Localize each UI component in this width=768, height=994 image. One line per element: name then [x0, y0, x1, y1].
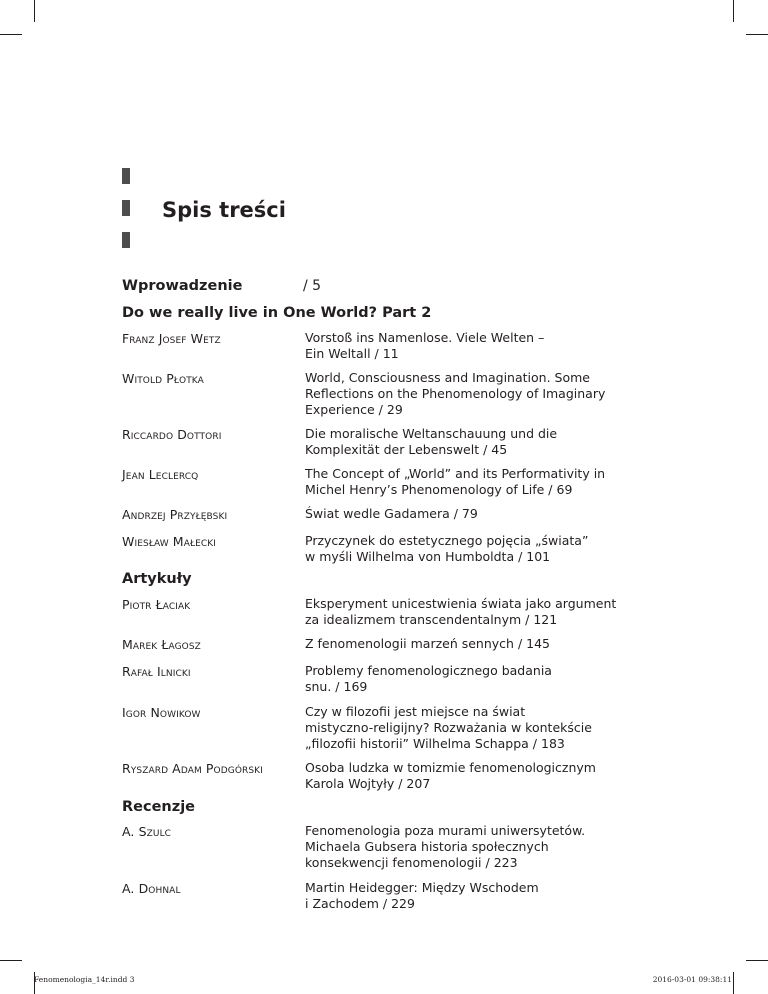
decorative-bar: [122, 168, 130, 184]
crop-mark: [733, 972, 734, 994]
toc-entry: Przyczynek do estetycznego pojęcia „świata” w myśli Wilhelma von Humboldta / 101: [305, 533, 589, 564]
author-name: Ryszard Adam Podgórski: [122, 761, 263, 776]
print-slug-timestamp: 2016-03-01 09:38:11: [652, 975, 732, 984]
toc-entry: Problemy fenomenologicznego badania snu. / 169: [305, 663, 552, 694]
toc-entry: World, Consciousness and Imagination. Some Reflections on the Phenomenology of Imaginary Experience / 29: [305, 370, 606, 417]
toc-entry: Martin Heidegger: Między Wschodem i Zachodem / 229: [305, 880, 539, 911]
toc-entry: Vorstoß ins Namenlose. Viele Welten – Ein Weltall / 11: [305, 330, 545, 361]
toc-entry: Z fenomenologii marzeń sennych / 145: [305, 636, 550, 651]
decorative-bar: [122, 200, 130, 216]
author-name: Marek Łagosz: [122, 637, 201, 652]
author-name: Wiesław Małecki: [122, 534, 217, 549]
print-slug-file: Fenomenologia_14r.indd 3: [34, 975, 135, 984]
toc-entry: Fenomenologia poza murami uniwersytetów. Michaela Gubsera historia społecznych konsekwencji fenomenologii / 223: [305, 823, 586, 870]
section-heading: Do we really live in One World? Part 2: [122, 305, 432, 321]
author-name: Andrzej Przyłębski: [122, 507, 228, 522]
section-heading: Artykuły: [122, 571, 192, 587]
toc-entry: Czy w filozofii jest miejsce na świat mistyczno-religijny? Rozważania w kontekście „filozofii historii” Wilhelma Schappa / 183: [305, 704, 592, 751]
author-name: A. Dohnal: [122, 881, 181, 896]
crop-mark: [0, 960, 22, 961]
author-name: Rafał Ilnicki: [122, 664, 191, 679]
author-name: Piotr Łaciak: [122, 597, 191, 612]
crop-mark: [0, 34, 22, 35]
toc-entry: The Concept of „World” and its Performativity in Michel Henry’s Phenomenology of Life / 69: [305, 466, 606, 497]
toc-entry: Die moralische Weltanschauung und die Komplexität der Lebenswelt / 45: [305, 426, 558, 457]
toc-entry: Osoba ludzka w tomizmie fenomenologicznym Karola Wojtyły / 207: [305, 760, 596, 791]
intro-page-number: / 5: [303, 278, 322, 294]
author-name: A. Szulc: [122, 824, 172, 839]
author-name: Igor Nowikow: [122, 705, 201, 720]
crop-mark: [746, 34, 768, 35]
intro-label: Wprowadzenie: [122, 278, 243, 294]
toc-entry: Świat wedle Gadamera / 79: [305, 506, 478, 521]
crop-mark: [34, 0, 35, 22]
author-name: Jean Leclercq: [122, 467, 199, 482]
author-name: Witold Płotka: [122, 371, 204, 386]
crop-mark: [746, 960, 768, 961]
toc-entry: Eksperyment unicestwienia świata jako argument za idealizmem transcendentalnym / 121: [305, 596, 617, 627]
crop-mark: [733, 0, 734, 22]
decorative-bar: [122, 232, 130, 248]
page-title: Spis treści: [162, 198, 286, 222]
section-heading: Recenzje: [122, 799, 195, 815]
author-name: Franz Josef Wetz: [122, 331, 221, 346]
author-name: Riccardo Dottori: [122, 427, 222, 442]
